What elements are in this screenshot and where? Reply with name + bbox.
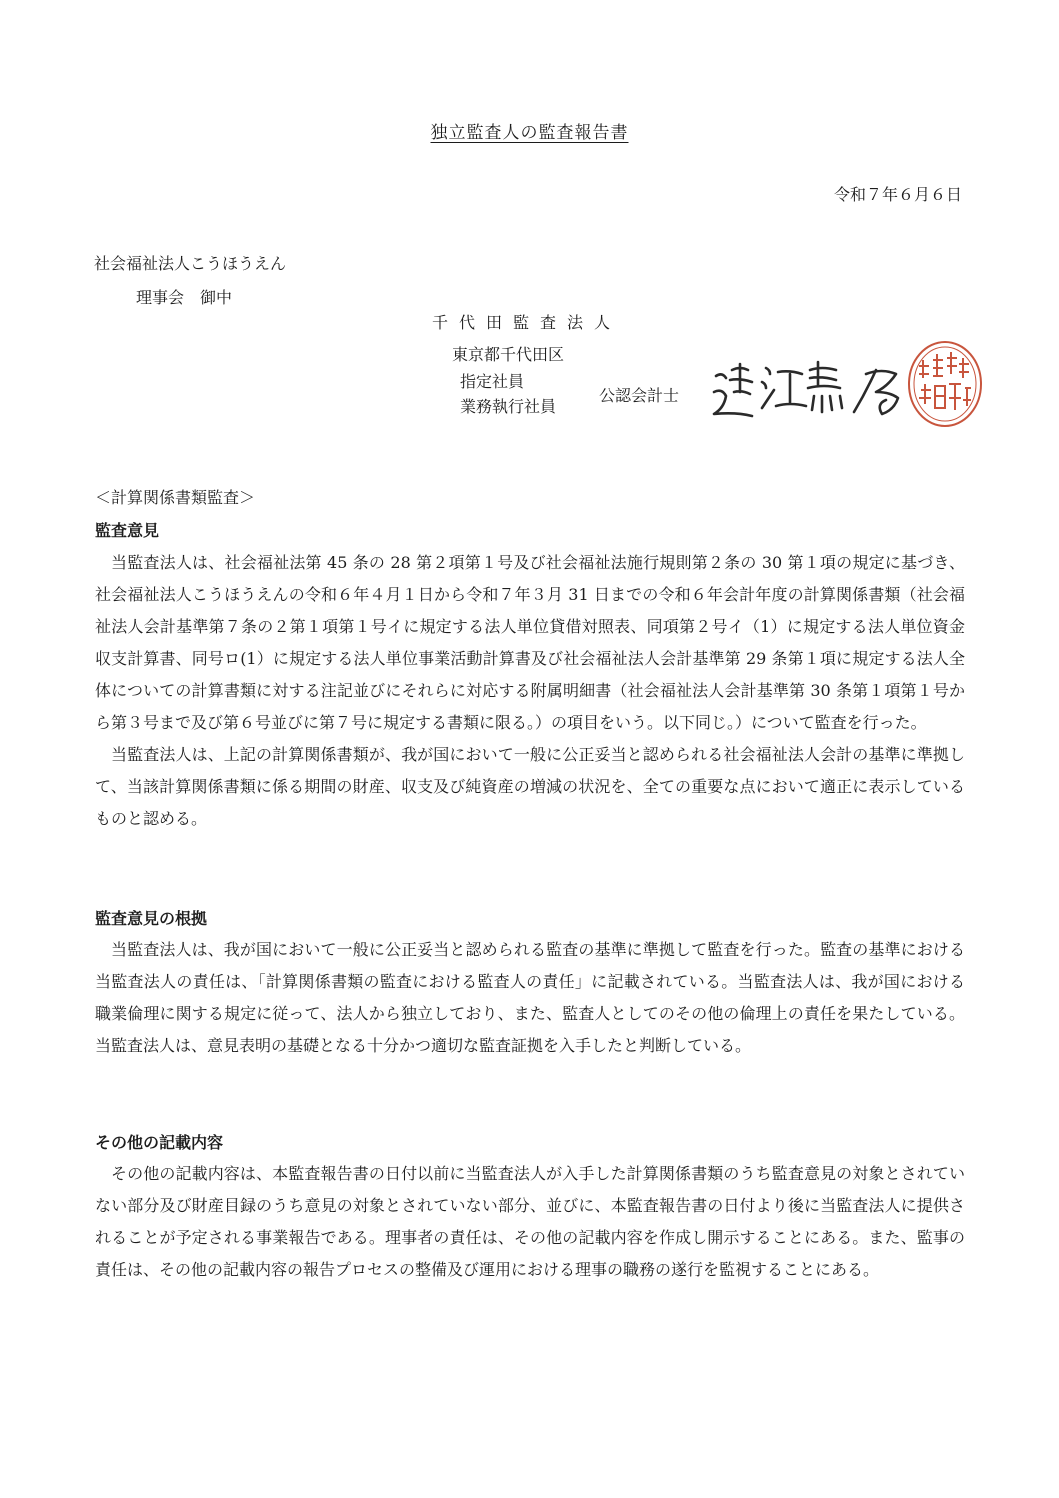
auditor-role-line1: 指定社員	[460, 372, 525, 391]
auditor-title: 公認会計士	[599, 386, 680, 405]
audit-opinion-body	[95, 547, 965, 835]
audit-opinion-paragraph-1: 当監査法人は、社会福祉法第 45 条の 28 第２項第１号及び社会福祉法施行規則第２条の 30 第１項の規定に基づき、社会福祉法人こうほうえんの令和６年４月１日から令和７年３月 31 日までの令和６年会計年度の計算関係書類（社会福祉法人会計基準第７条の２第１項第１号イに規定する法人単位貸借対照表、同項第２号イ（1）に規定する法人単位資金収支計算書、同号ロ(1）に規定する法人単位事業活動計算書及び社会福祉法人会計基準第 29 条第１項に規定する法人全体についての計算書類に対する注記並びにそれらに対応する附属明細書（社会福祉法人会計基準第 30 条第１項第１号から第３号まで及び第６号並びに第７号に規定する書類に限る。）の項目をいう。以下同じ。）について監査を行った。	[95, 553, 965, 732]
other-info-paragraph-1: その他の記載内容は、本監査報告書の日付以前に当監査法人が入手した計算関係書類のうち監査意見の対象とされていない部分及び財産目録のうち意見の対象とされていない部分、並びに、本監査報告書の日付より後に当監査法人に提供されることが予定される事業報告である。理事者の責任は、その他の記載内容を作成し開示することにある。また、監事の責任は、その他の記載内容の報告プロセスの整備及び運用における理事の職務の遂行を監視することにある。	[95, 1164, 965, 1279]
heading-basis-for-opinion: 監査意見の根拠	[95, 909, 208, 928]
heading-audit-opinion: 監査意見	[95, 521, 160, 540]
document-title	[0, 118, 1059, 143]
auditor-firm-name: 千代田監査法人	[432, 313, 622, 332]
auditor-address: 東京都千代田区	[452, 345, 565, 364]
other-information-body	[95, 1158, 965, 1286]
heading-other-information: その他の記載内容	[95, 1133, 224, 1152]
audit-opinion-paragraph-2: 当監査法人は、上記の計算関係書類が、我が国において一般に公正妥当と認められる社会福祉法人会計の基準に準拠して、当該計算関係書類に係る期間の財産、収支及び純資産の増減の状況を、全ての重要な点において適正に表示しているものと認める。	[95, 745, 965, 828]
document-title-text: 独立監査人の監査報告書	[430, 123, 629, 143]
addressee-block	[94, 247, 286, 315]
auditor-role-line2: 業務執行社員	[460, 397, 557, 416]
section-title: ＜計算関係書類監査＞	[95, 488, 256, 507]
auditor-roles	[460, 369, 556, 419]
addressee-organization: 社会福祉法人こうほうえん	[94, 254, 287, 273]
basis-paragraph-1: 当監査法人は、我が国において一般に公正妥当と認められる監査の基準に準拠して監査を行った。監査の基準における当監査法人の責任は、「計算関係書類の監査における監査人の責任」に記載されている。当監査法人は、我が国における職業倫理に関する規定に従って、法人から独立しており、また、監査人としてのその他の倫理上の責任を果たしている。当監査法人は、意見表明の基礎となる十分かつ適切な監査証拠を入手したと判断している。	[95, 940, 965, 1055]
official-seal	[905, 338, 985, 430]
addressee-body: 理事会 御中	[136, 288, 233, 307]
basis-for-opinion-body	[95, 934, 965, 1062]
report-date: 令和７年６月６日	[833, 185, 962, 204]
handwritten-signature	[706, 352, 906, 422]
